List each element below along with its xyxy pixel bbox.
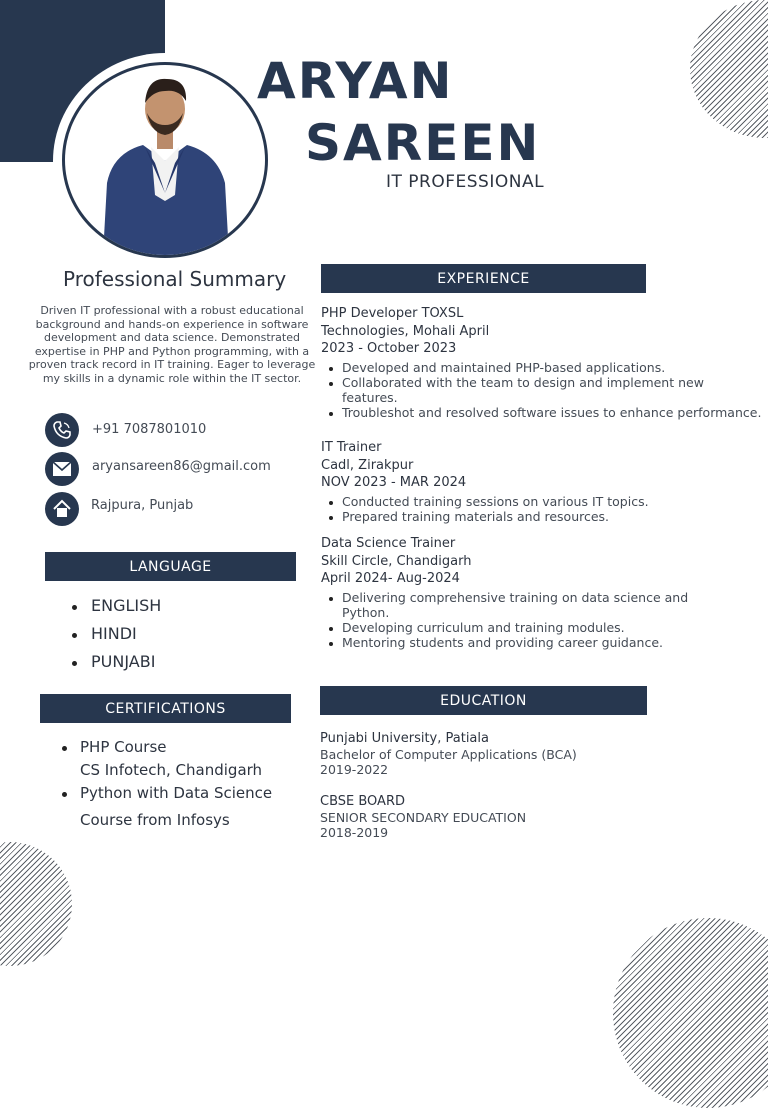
job-dates: April 2024- Aug-2024 <box>321 571 460 586</box>
last-name: SAREEN <box>305 114 541 172</box>
language-list <box>72 592 161 676</box>
list-item-detail: Course from Infosys <box>80 811 230 829</box>
summary-title: Professional Summary <box>63 267 287 291</box>
school-name: CBSE BOARD <box>320 794 405 809</box>
list-item: PUNJABI <box>72 648 161 676</box>
home-icon <box>45 492 79 526</box>
list-item-detail: CS Infotech, Chandigarh <box>80 761 263 779</box>
profile-photo <box>62 62 268 258</box>
job-dates: 2023 - October 2023 <box>321 341 457 356</box>
education-entry <box>320 731 740 778</box>
list-item: Troubleshot and resolved software issues to enhance performance. <box>321 405 768 420</box>
education-years: 2019-2022 <box>320 762 389 777</box>
list-item: HINDI <box>72 620 161 648</box>
education-entry <box>320 794 740 841</box>
job-entry <box>321 305 761 420</box>
list-item: Mentoring students and providing career guidance. <box>321 635 761 650</box>
job-title: Data Science Trainer <box>321 536 456 551</box>
job-dates: NOV 2023 - MAR 2024 <box>321 475 467 490</box>
phone-icon <box>45 413 79 447</box>
first-name: ARYAN <box>257 52 454 110</box>
certifications-header: CERTIFICATIONS <box>40 694 291 723</box>
list-item: Collaborated with the team to design and implement new features. <box>321 375 722 405</box>
hatched-circle-decoration <box>0 842 72 966</box>
hatched-circle-decoration <box>690 0 768 138</box>
job-entry <box>321 439 761 524</box>
list-item: Developed and maintained PHP-based applications. <box>321 360 742 375</box>
list-item: Delivering comprehensive training on data science and Python. <box>321 590 712 620</box>
location: Rajpura, Punjab <box>91 498 194 513</box>
job-company: Technologies, Mohali April <box>321 323 490 339</box>
job-title: IT Trainer <box>321 440 382 455</box>
education-header: EDUCATION <box>320 686 647 715</box>
list-item: PHP Course <box>62 736 292 759</box>
list-item: ENGLISH <box>72 592 161 620</box>
phone-number: +91 7087801010 <box>92 422 207 437</box>
mail-icon <box>45 452 79 486</box>
list-item: Python with Data Science <box>62 782 292 805</box>
job-company: Cadl, Zirakpur <box>321 457 414 473</box>
language-header: LANGUAGE <box>45 552 296 581</box>
school-name: Punjabi University, Patiala <box>320 731 489 746</box>
list-item: Prepared training materials and resources. <box>321 509 761 524</box>
experience-header: EXPERIENCE <box>321 264 646 293</box>
hatched-circle-decoration <box>613 918 768 1108</box>
degree: SENIOR SECONDARY EDUCATION <box>320 809 527 825</box>
job-company: Skill Circle, Chandigarh <box>321 553 472 569</box>
education-years: 2018-2019 <box>320 825 389 840</box>
job-title: PHP Developer TOXSL <box>321 306 464 321</box>
certifications-list <box>62 736 292 832</box>
summary-text: Driven IT professional with a robust educational background and hands-on experience in software development and data science. Demonstrated expertise in PHP and Python programming, with a proven track record in IT training. Eager to leverage my skills in a dynamic role within the IT sector. <box>28 304 316 385</box>
list-item: Conducted training sessions on various IT topics. <box>321 494 761 509</box>
degree: Bachelor of Computer Applications (BCA) <box>320 746 577 762</box>
job-entry <box>321 535 761 650</box>
list-item: Developing curriculum and training modules. <box>321 620 761 635</box>
job-role: IT PROFESSIONAL <box>386 172 545 192</box>
email-address: aryansareen86@gmail.com <box>92 459 271 474</box>
